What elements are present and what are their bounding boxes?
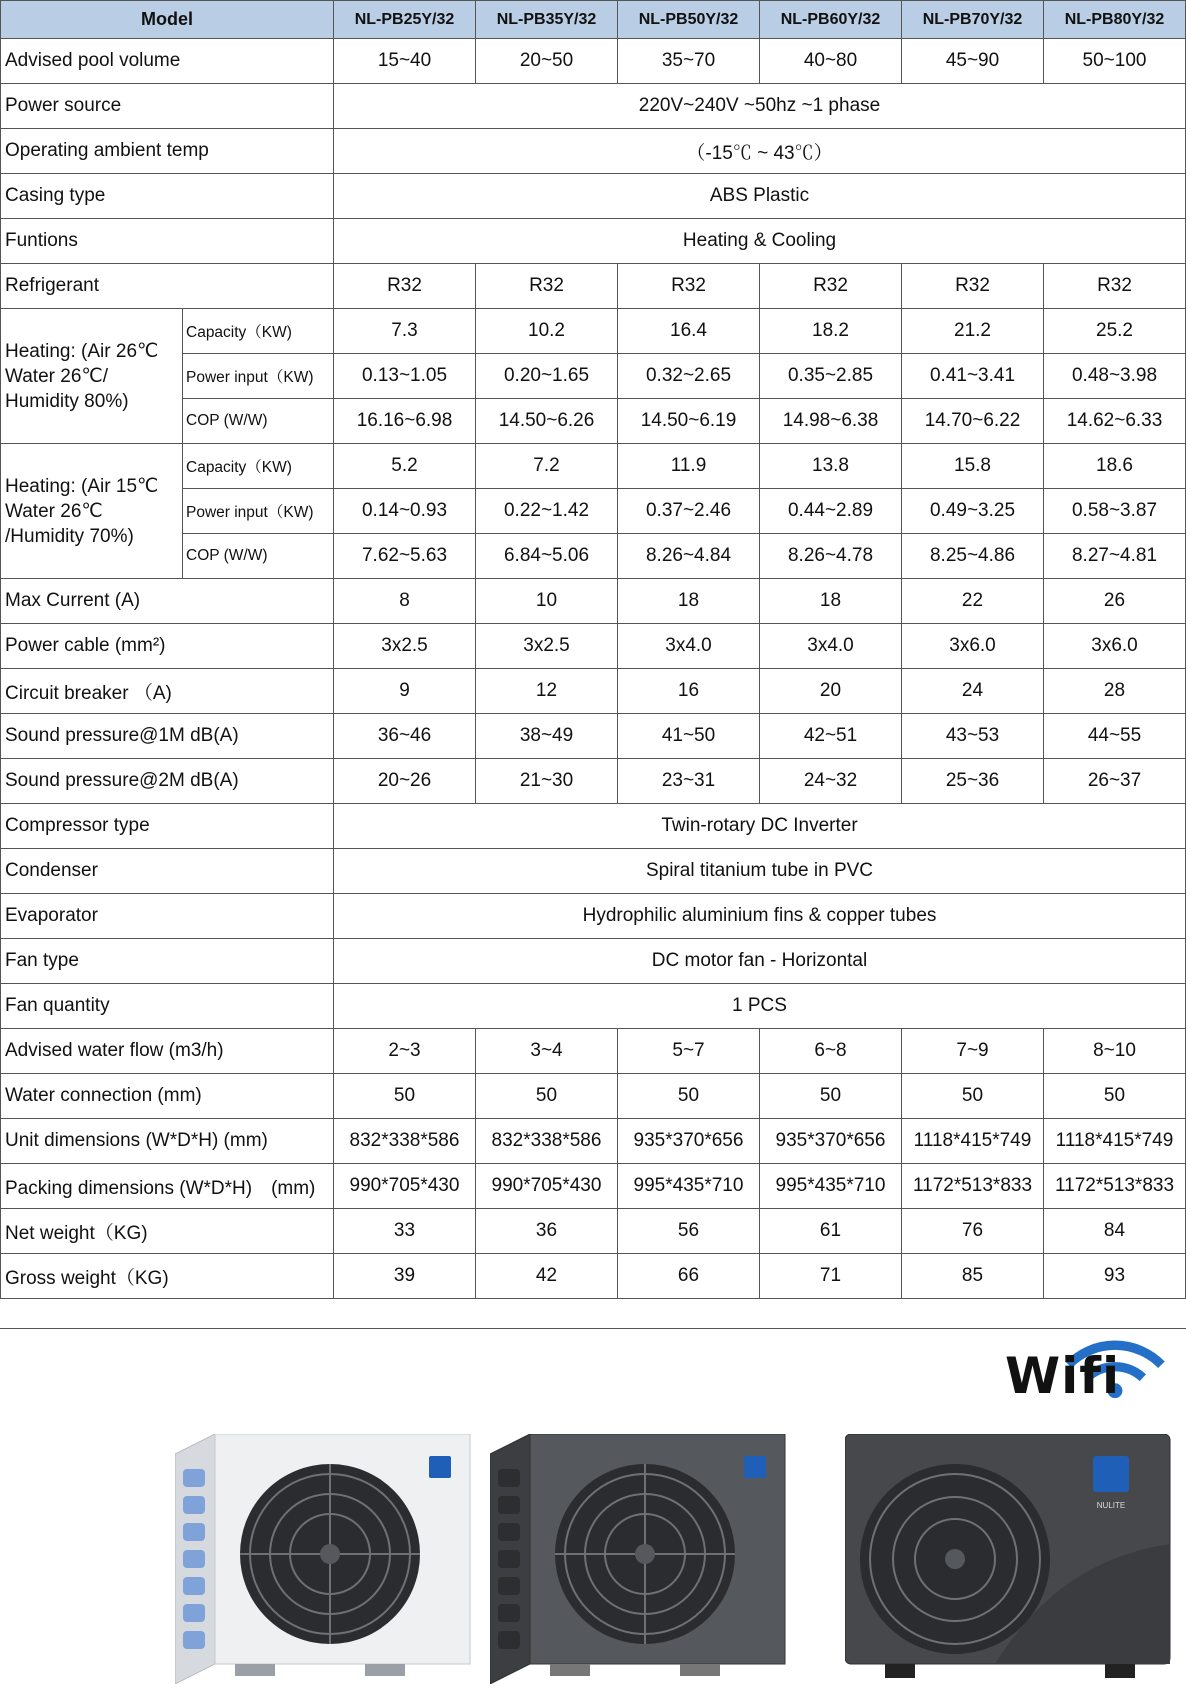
cell: 3~4 <box>476 1029 618 1074</box>
cell: 84 <box>1044 1209 1186 1254</box>
table-row <box>1 264 1186 309</box>
cell: 8 <box>334 579 476 624</box>
table-row <box>1 579 1186 624</box>
cell: 18 <box>618 579 760 624</box>
cell: 66 <box>618 1254 760 1299</box>
cell: 7~9 <box>902 1029 1044 1074</box>
cell: 28 <box>1044 669 1186 714</box>
cell: 6.84~5.06 <box>476 534 618 579</box>
cell: 36~46 <box>334 714 476 759</box>
merged-cell: Heating & Cooling <box>334 219 1186 264</box>
cell: 20~26 <box>334 759 476 804</box>
cell: 3x6.0 <box>1044 624 1186 669</box>
cell: 14.50~6.19 <box>618 399 760 444</box>
cell: 990*705*430 <box>334 1164 476 1209</box>
header-row <box>1 1 1186 39</box>
cell: 26~37 <box>1044 759 1186 804</box>
cell: 16.4 <box>618 309 760 354</box>
cell: 0.44~2.89 <box>760 489 902 534</box>
cell: 26 <box>1044 579 1186 624</box>
cell: 7.2 <box>476 444 618 489</box>
table-row <box>1 39 1186 84</box>
cell: 25~36 <box>902 759 1044 804</box>
row-label: Compressor type <box>1 804 334 849</box>
row-label: Net weight（KG) <box>1 1209 334 1254</box>
cell: 1118*415*749 <box>1044 1119 1186 1164</box>
table-row <box>1 309 1186 354</box>
cell: R32 <box>476 264 618 309</box>
sub-label: COP (W/W) <box>183 399 334 444</box>
cell: 16 <box>618 669 760 714</box>
cell: 56 <box>618 1209 760 1254</box>
cell: 43~53 <box>902 714 1044 759</box>
cell: 15.8 <box>902 444 1044 489</box>
cell: R32 <box>1044 264 1186 309</box>
table-row <box>1 1119 1186 1164</box>
row-label: Advised water flow (m3/h) <box>1 1029 334 1074</box>
cell: 50 <box>476 1074 618 1119</box>
merged-cell: 220V~240V ~50hz ~1 phase <box>334 84 1186 129</box>
table-row <box>1 894 1186 939</box>
model-header: Model <box>1 1 334 39</box>
model-col-3: NL-PB50Y/32 <box>618 1 760 39</box>
cell: 85 <box>902 1254 1044 1299</box>
table-row <box>1 714 1186 759</box>
cell: 7.3 <box>334 309 476 354</box>
cell: 8.25~4.86 <box>902 534 1044 579</box>
cell: 3x2.5 <box>476 624 618 669</box>
table-row <box>1 84 1186 129</box>
cell: 0.13~1.05 <box>334 354 476 399</box>
sub-label: Capacity（KW) <box>183 309 334 354</box>
cell: 39 <box>334 1254 476 1299</box>
cell: 995*435*710 <box>618 1164 760 1209</box>
cell: 18.6 <box>1044 444 1186 489</box>
cell: 990*705*430 <box>476 1164 618 1209</box>
merged-cell: ABS Plastic <box>334 174 1186 219</box>
table-row <box>1 444 1186 489</box>
cell: 0.48~3.98 <box>1044 354 1186 399</box>
cell: 10.2 <box>476 309 618 354</box>
cell: R32 <box>334 264 476 309</box>
cell: 24 <box>902 669 1044 714</box>
sub-label: Power input（KW) <box>183 354 334 399</box>
cell: 76 <box>902 1209 1044 1254</box>
cell: 18.2 <box>760 309 902 354</box>
cell: 0.49~3.25 <box>902 489 1044 534</box>
table-row <box>1 174 1186 219</box>
cell: 8~10 <box>1044 1029 1186 1074</box>
cell: 50~100 <box>1044 39 1186 84</box>
cell: 8.27~4.81 <box>1044 534 1186 579</box>
cell: 8.26~4.78 <box>760 534 902 579</box>
row-label: Funtions <box>1 219 334 264</box>
cell: 33 <box>334 1209 476 1254</box>
cell: 35~70 <box>618 39 760 84</box>
cell: 25.2 <box>1044 309 1186 354</box>
merged-cell: DC motor fan - Horizontal <box>334 939 1186 984</box>
merged-cell: Spiral titanium tube in PVC <box>334 849 1186 894</box>
table-row <box>1 129 1186 174</box>
merged-cell: 1 PCS <box>334 984 1186 1029</box>
cell: 50 <box>1044 1074 1186 1119</box>
table-row <box>1 804 1186 849</box>
sub-label: Power input（KW) <box>183 489 334 534</box>
model-col-4: NL-PB60Y/32 <box>760 1 902 39</box>
cell: 36 <box>476 1209 618 1254</box>
table-row <box>1 219 1186 264</box>
row-label: Condenser <box>1 849 334 894</box>
cell: 93 <box>1044 1254 1186 1299</box>
row-label: Unit dimensions (W*D*H) (mm) <box>1 1119 334 1164</box>
sub-label: Capacity（KW) <box>183 444 334 489</box>
sub-label: COP (W/W) <box>183 534 334 579</box>
cell: 14.70~6.22 <box>902 399 1044 444</box>
cell: 832*338*586 <box>334 1119 476 1164</box>
table-row <box>1 939 1186 984</box>
cell: 50 <box>618 1074 760 1119</box>
cell: 0.41~3.41 <box>902 354 1044 399</box>
cell: 0.20~1.65 <box>476 354 618 399</box>
merged-cell: Hydrophilic aluminium fins & copper tubes <box>334 894 1186 939</box>
merged-cell: Twin-rotary DC Inverter <box>334 804 1186 849</box>
cell: 832*338*586 <box>476 1119 618 1164</box>
cell: 40~80 <box>760 39 902 84</box>
group-label: Heating: (Air 26℃ Water 26℃/ Humidity 80%) <box>1 309 183 444</box>
cell: 0.35~2.85 <box>760 354 902 399</box>
row-label: Max Current (A) <box>1 579 334 624</box>
row-label: Advised pool volume <box>1 39 334 84</box>
cell: 42 <box>476 1254 618 1299</box>
row-label: Power source <box>1 84 334 129</box>
model-col-2: NL-PB35Y/32 <box>476 1 618 39</box>
model-col-5: NL-PB70Y/32 <box>902 1 1044 39</box>
cell: 20 <box>760 669 902 714</box>
cell: 61 <box>760 1209 902 1254</box>
cell: 10 <box>476 579 618 624</box>
group-label: Heating: (Air 15℃ Water 26℃ /Humidity 70%) <box>1 444 183 579</box>
cell: 15~40 <box>334 39 476 84</box>
model-col-6: NL-PB80Y/32 <box>1044 1 1186 39</box>
grey-heat-pump-image <box>490 1434 790 1684</box>
table-row <box>1 759 1186 804</box>
cell: 13.8 <box>760 444 902 489</box>
table-row <box>1 1209 1186 1254</box>
cell: 14.62~6.33 <box>1044 399 1186 444</box>
table-row <box>1 1254 1186 1299</box>
row-label: Fan type <box>1 939 334 984</box>
cell: 0.58~3.87 <box>1044 489 1186 534</box>
cell: R32 <box>618 264 760 309</box>
row-label: Casing type <box>1 174 334 219</box>
cell: 5~7 <box>618 1029 760 1074</box>
cell: 935*370*656 <box>618 1119 760 1164</box>
row-label: Sound pressure@2M dB(A) <box>1 759 334 804</box>
wifi-label: Wifi <box>1005 1347 1121 1405</box>
white-heat-pump-image <box>175 1434 475 1684</box>
cell: 5.2 <box>334 444 476 489</box>
cell: 41~50 <box>618 714 760 759</box>
cell: 7.62~5.63 <box>334 534 476 579</box>
cell: 14.50~6.26 <box>476 399 618 444</box>
cell: 21~30 <box>476 759 618 804</box>
row-label: Sound pressure@1M dB(A) <box>1 714 334 759</box>
table-row <box>1 624 1186 669</box>
cell: 50 <box>760 1074 902 1119</box>
cell: 6~8 <box>760 1029 902 1074</box>
cell: 995*435*710 <box>760 1164 902 1209</box>
cell: 23~31 <box>618 759 760 804</box>
table-row <box>1 669 1186 714</box>
cell: 3x2.5 <box>334 624 476 669</box>
model-col-1: NL-PB25Y/32 <box>334 1 476 39</box>
cell: 3x6.0 <box>902 624 1044 669</box>
cell: 1118*415*749 <box>902 1119 1044 1164</box>
row-label: Fan quantity <box>1 984 334 1029</box>
cell: 2~3 <box>334 1029 476 1074</box>
row-label: Operating ambient temp <box>1 129 334 174</box>
table-row <box>1 1164 1186 1209</box>
cell: 71 <box>760 1254 902 1299</box>
cell: 9 <box>334 669 476 714</box>
cell: 1172*513*833 <box>902 1164 1044 1209</box>
row-label: Evaporator <box>1 894 334 939</box>
cell: 50 <box>334 1074 476 1119</box>
cell: 21.2 <box>902 309 1044 354</box>
row-label: Water connection (mm) <box>1 1074 334 1119</box>
cell: 0.32~2.65 <box>618 354 760 399</box>
cell: 11.9 <box>618 444 760 489</box>
cell: 44~55 <box>1044 714 1186 759</box>
product-photos <box>0 1328 1186 1693</box>
cell: R32 <box>760 264 902 309</box>
cell: 14.98~6.38 <box>760 399 902 444</box>
table-row <box>1 1074 1186 1119</box>
cell: 1172*513*833 <box>1044 1164 1186 1209</box>
cell: 3x4.0 <box>760 624 902 669</box>
cell: 8.26~4.84 <box>618 534 760 579</box>
cell: 24~32 <box>760 759 902 804</box>
cell: 45~90 <box>902 39 1044 84</box>
black-heat-pump-image <box>845 1434 1175 1684</box>
table-row <box>1 1029 1186 1074</box>
cell: 12 <box>476 669 618 714</box>
cell: 42~51 <box>760 714 902 759</box>
cell: 20~50 <box>476 39 618 84</box>
cell: R32 <box>902 264 1044 309</box>
cell: 0.14~0.93 <box>334 489 476 534</box>
merged-cell: （-15℃ ~ 43℃） <box>334 129 1186 174</box>
brand-label: NULITE <box>1096 1501 1126 1510</box>
cell: 16.16~6.98 <box>334 399 476 444</box>
cell: 18 <box>760 579 902 624</box>
row-label: Gross weight（KG) <box>1 1254 334 1299</box>
row-label: Refrigerant <box>1 264 334 309</box>
row-label: Power cable (mm²) <box>1 624 334 669</box>
cell: 0.37~2.46 <box>618 489 760 534</box>
cell: 38~49 <box>476 714 618 759</box>
cell: 935*370*656 <box>760 1119 902 1164</box>
row-label: Packing dimensions (W*D*H) (mm) <box>1 1164 334 1209</box>
cell: 0.22~1.42 <box>476 489 618 534</box>
cell: 3x4.0 <box>618 624 760 669</box>
cell: 50 <box>902 1074 1044 1119</box>
table-row <box>1 849 1186 894</box>
row-label: Circuit breaker （A) <box>1 669 334 714</box>
cell: 22 <box>902 579 1044 624</box>
table-row <box>1 984 1186 1029</box>
